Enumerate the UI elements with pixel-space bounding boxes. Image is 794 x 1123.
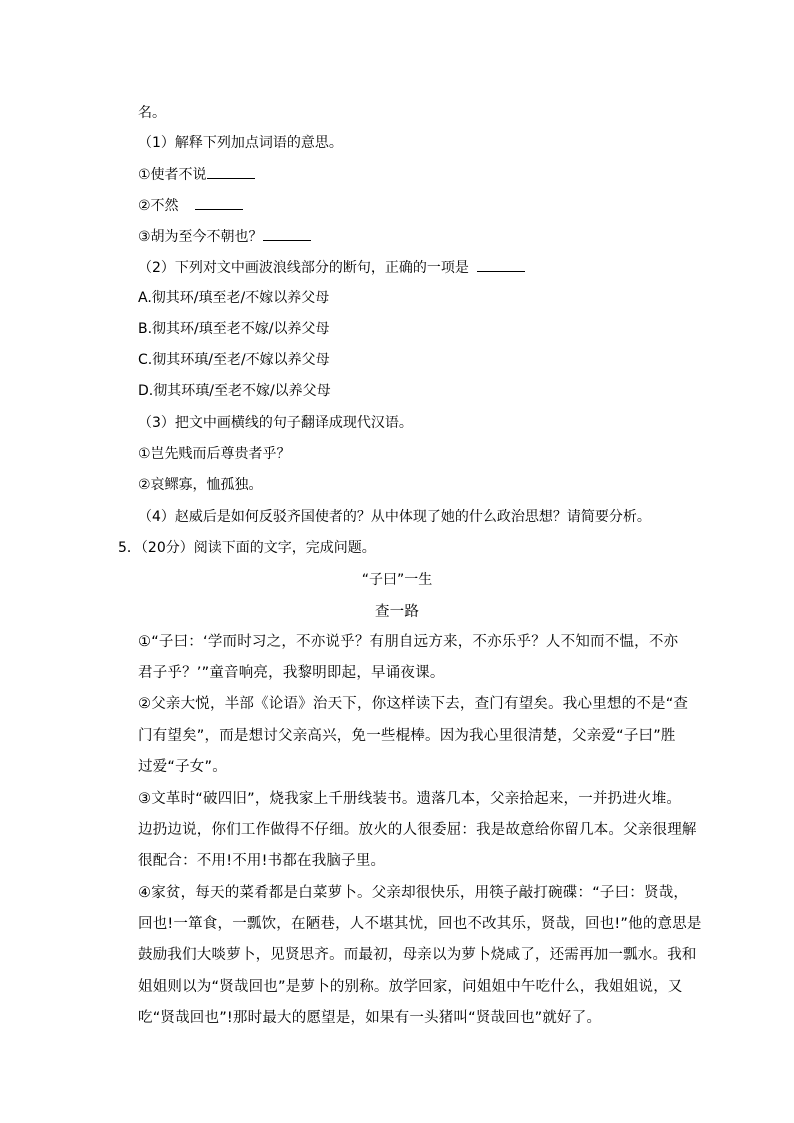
answer-blank <box>207 164 255 179</box>
option-b: B.彻其环/瑱至老不嫁/以养父母 <box>138 321 330 337</box>
question-1-title: （1）解释下列加点词语的意思。 <box>138 135 343 151</box>
item-text: ③胡为至今不朝也？ <box>138 229 263 245</box>
item-text: ②不然 <box>138 198 179 214</box>
paragraph-line: 门有望矣”，而是想讨父亲高兴，免一些棍棒。因为我心里很清楚，父亲爱“子曰”胜 <box>138 728 676 744</box>
paragraph-line: ④家贫，每天的菜肴都是白菜萝卜。父亲却很快乐，用筷子敲打碗碟：“子曰：贤哉， <box>138 885 689 901</box>
answer-blank <box>477 257 525 272</box>
paragraph-line: ③文革时“破四旧”，烧我家上千册线装书。遗落几本，父亲拾起来，一并扔进火堆。 <box>138 791 682 807</box>
paragraph-line: 鼓励我们大啖萝卜，见贤思齐。而最初，母亲以为萝卜烧咸了，还需再加一瓢水。我和 <box>138 947 697 963</box>
option-a: A.彻其环/瑱至老/不嫁以养父母 <box>138 290 330 306</box>
paragraph-line: 边扔边说，你们工作做得不仔细。放火的人很委屈：我是故意给你留几本。父亲很理解 <box>138 822 697 838</box>
question-5-title: 5．（20分）阅读下面的文字，完成问题。 <box>118 540 376 556</box>
question-4-title: （4）赵威后是如何反驳齐国使者的？从中体现了她的什么政治思想？请简要分析。 <box>138 509 651 525</box>
question-1-item-b <box>138 195 243 216</box>
article-author: 查一路 <box>374 604 420 620</box>
question-3-item-a: ①岂先贱而后尊贵者乎？ <box>138 446 291 462</box>
article-title: “子曰”一生 <box>361 572 433 588</box>
text-line: 名。 <box>138 105 166 121</box>
paragraph-line: ①“子曰：‘学而时习之，不亦说乎？有朋自远方来，不亦乐乎？人不知而不愠，不亦 <box>138 634 679 650</box>
paragraph-line: ②父亲大悦，半部《论语》治天下，你这样读下去，查门有望矣。我心里想的不是“查 <box>138 696 689 712</box>
question-1-item-a <box>138 164 255 185</box>
paragraph-line: 吃“贤哉回也”!那时最大的愿望是，如果有一头猪叫“贤哉回也”就好了。 <box>138 1010 602 1026</box>
paragraph-line: 君子乎？’”童音响亮，我黎明即起，早诵夜课。 <box>138 665 445 681</box>
question-3-item-b: ②哀鳏寡，恤孤独。 <box>138 477 263 493</box>
paragraph-line: 过爱“子女”。 <box>138 759 227 775</box>
paragraph-line: 姐姐则以为“贤哉回也”是萝卜的别称。放学回家，问姐姐中午吃什么，我姐姐说，又 <box>138 979 683 995</box>
item-text: （2）下列对文中画波浪线部分的断句，正确的一项是 <box>138 260 469 276</box>
question-3-title: （3）把文中画横线的句子翻译成现代汉语。 <box>138 415 413 431</box>
option-c: C.彻其环瑱/至老/不嫁以养父母 <box>138 352 330 368</box>
answer-blank <box>263 226 311 241</box>
option-d: D.彻其环瑱/至老不嫁/以养父母 <box>138 383 331 399</box>
paragraph-line: 回也!一箪食，一瓢饮，在陋巷，人不堪其忧，回也不改其乐，贤哉，回也!”他的意思是 <box>138 916 702 932</box>
answer-blank <box>195 195 243 210</box>
item-text: ①使者不说 <box>138 167 207 183</box>
paragraph-line: 很配合：不用!不用!书都在我脑子里。 <box>138 853 386 869</box>
question-2-title <box>138 257 525 278</box>
question-1-item-c <box>138 226 311 247</box>
